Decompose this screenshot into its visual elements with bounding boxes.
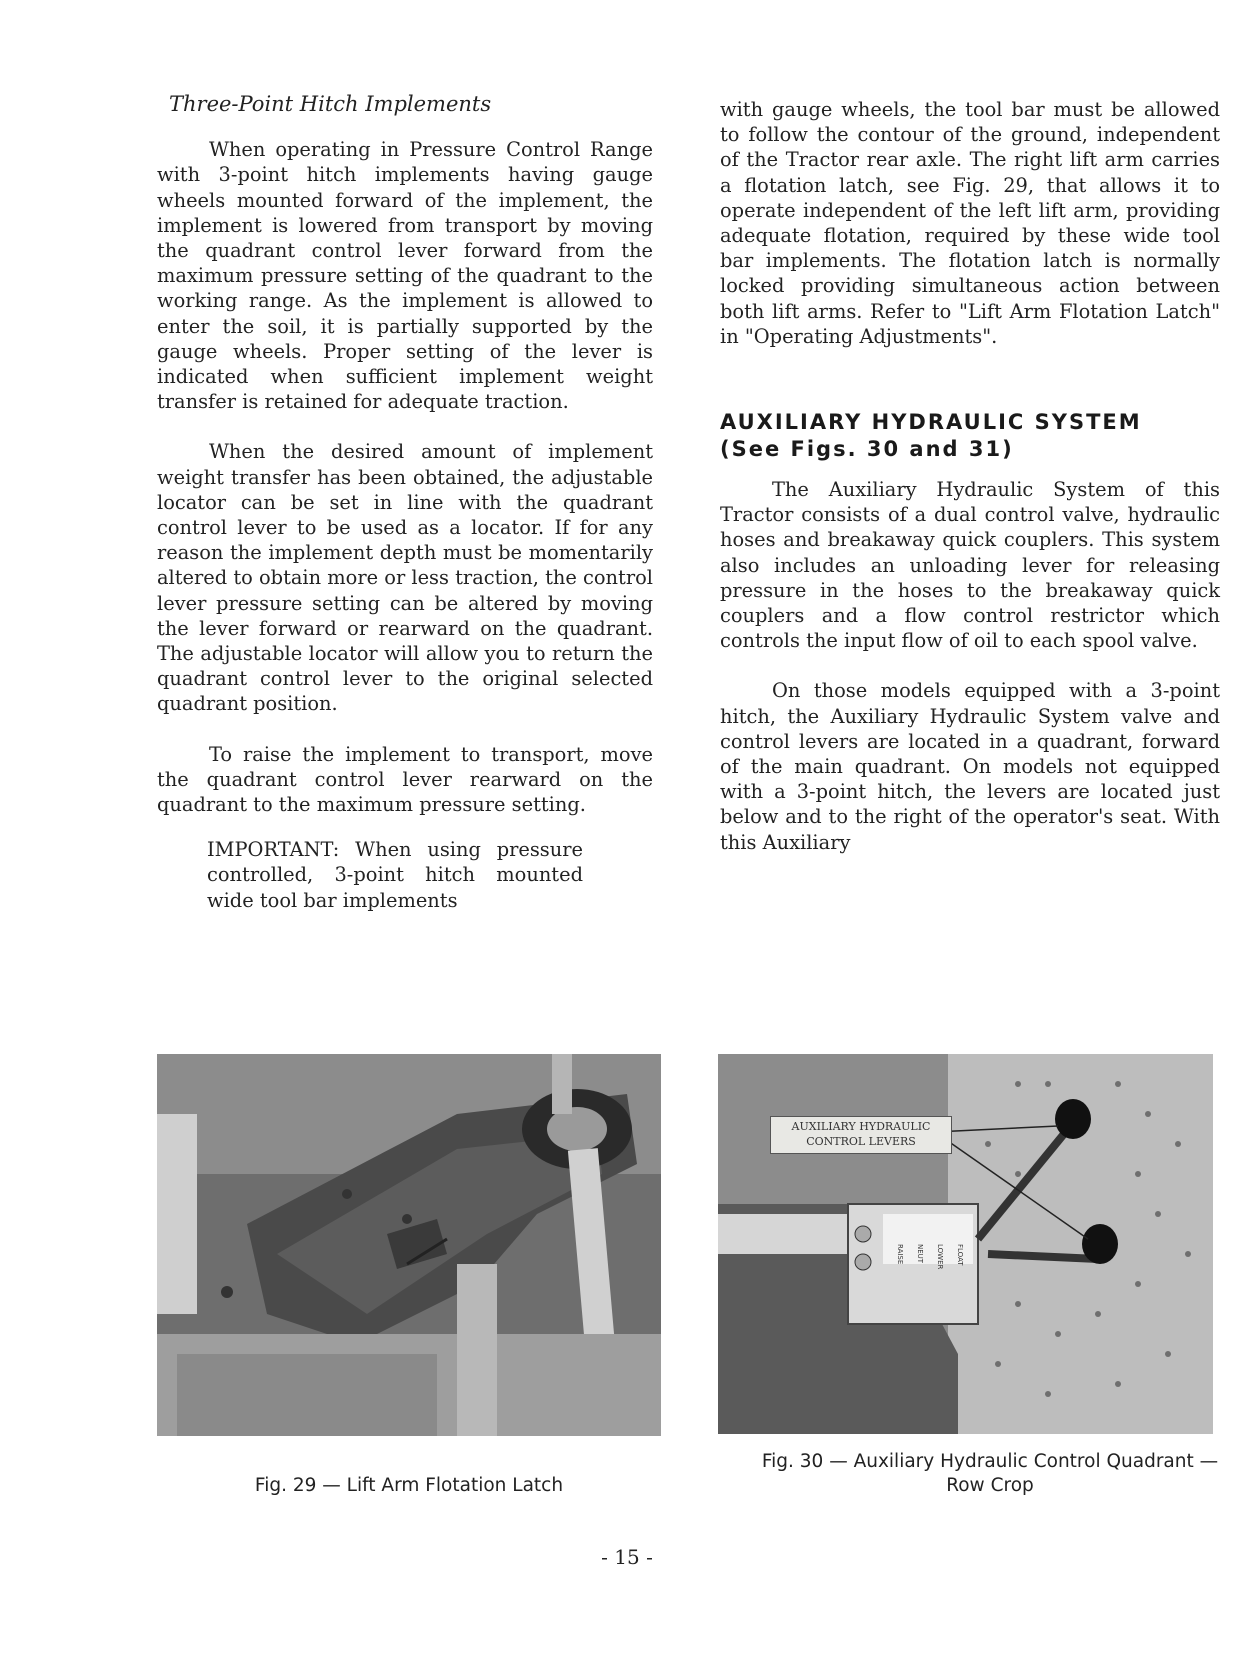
section-subheading: Three-Point Hitch Implements xyxy=(169,92,492,116)
figure-29-caption: Fig. 29 — Lift Arm Flotation Latch xyxy=(254,1475,564,1496)
left-column xyxy=(157,92,653,913)
neut-label: NEUT xyxy=(916,1244,924,1264)
figure-29-photo xyxy=(157,1054,661,1436)
paragraph-hitch-lowering: When operating in Pressure Control Range with 3-point hitch implements having gauge wheels mounted forward of the implement, the implement is lowered from transport by moving the quadrant control lever forward from the maximum pressure setting of the quadrant to the working range. As the implement is allowed to enter the soil, it is partially supported by the gauge wheels. Proper setting of the lever is indicated when sufficient implement weight transfer is retained for adequate traction. xyxy=(157,138,653,414)
paragraph-auxiliary-system: The Auxiliary Hydraulic System of this Tractor consists of a dual control valve, hydraulic hoses and breakaway quick couplers. This system also includes an unloading lever for releasing pressure in the hoses to the breakaway quick couplers and a flow control restrictor which controls the input flow of oil to each spool valve. xyxy=(720,478,1220,653)
figure-30-photo xyxy=(718,1054,1213,1434)
auxiliary-control-levers-label xyxy=(770,1116,952,1154)
float-label: FLOAT xyxy=(956,1244,964,1266)
heading-title: AUXILIARY HYDRAULIC SYSTEM xyxy=(720,410,1142,435)
figure-30-caption-line-2: Row Crop xyxy=(946,1475,1034,1496)
figure-30-caption-line-1: Fig. 30 — Auxiliary Hydraulic Control Quadrant — xyxy=(761,1451,1219,1472)
control-quadrant-illustration xyxy=(718,1054,1213,1434)
important-note: IMPORTANT: When using pressure controlled, 3-point hitch mounted wide tool bar implements xyxy=(207,838,583,912)
paragraph-continuation: with gauge wheels, the tool bar must be allowed to follow the contour of the ground, independent of the Tractor rear axle. The right lift arm carries a flotation latch, see Fig. 29, that allows it to operate independent of the left lift arm, providing adequate flotation, required by these wide tool bar implements. The flotation latch is normally locked providing simultaneous action between both lift arms. Refer to "Lift Arm Flotation Latch" in "Operating Adjustments". xyxy=(720,98,1220,348)
label-line-1: AUXILIARY HYDRAULIC xyxy=(791,1120,931,1133)
paragraph-lever-location: On those models equipped with a 3-point hitch, the Auxiliary Hydraulic System valve and control levers are located in a quadrant, forward of the main quadrant. On models not equipped with a 3-point hitch, the levers are located just below and to the right of the operator's seat. With this Auxiliary xyxy=(720,679,1220,854)
lower-label: LOWER xyxy=(936,1244,944,1270)
heading-reference: (See Figs. 30 and 31) xyxy=(720,437,1014,462)
figure-30-caption xyxy=(740,1450,1240,1498)
label-line-2: CONTROL LEVERS xyxy=(806,1135,916,1148)
paragraph-locator: When the desired amount of implement weight transfer has been obtained, the adjustable locator can be set in line with the quadrant control lever to be used as a locator. If for any reason the implement depth must be momentarily altered to obtain more or less traction, the control lever pressure setting can be altered by moving the lever forward or rearward on the quadrant. The adjustable locator will allow you to return the quadrant control lever to the original selected quadrant position. xyxy=(157,440,653,716)
paragraph-raise-transport: To raise the implement to transport, move the quadrant control lever rearward on the quadrant to the maximum pressure setting. xyxy=(157,742,653,817)
raise-label: RAISE xyxy=(896,1244,904,1265)
lift-arm-illustration xyxy=(157,1054,661,1436)
section-heading xyxy=(720,409,1220,463)
right-column xyxy=(720,97,1220,855)
page-number: - 15 - xyxy=(601,1545,653,1569)
